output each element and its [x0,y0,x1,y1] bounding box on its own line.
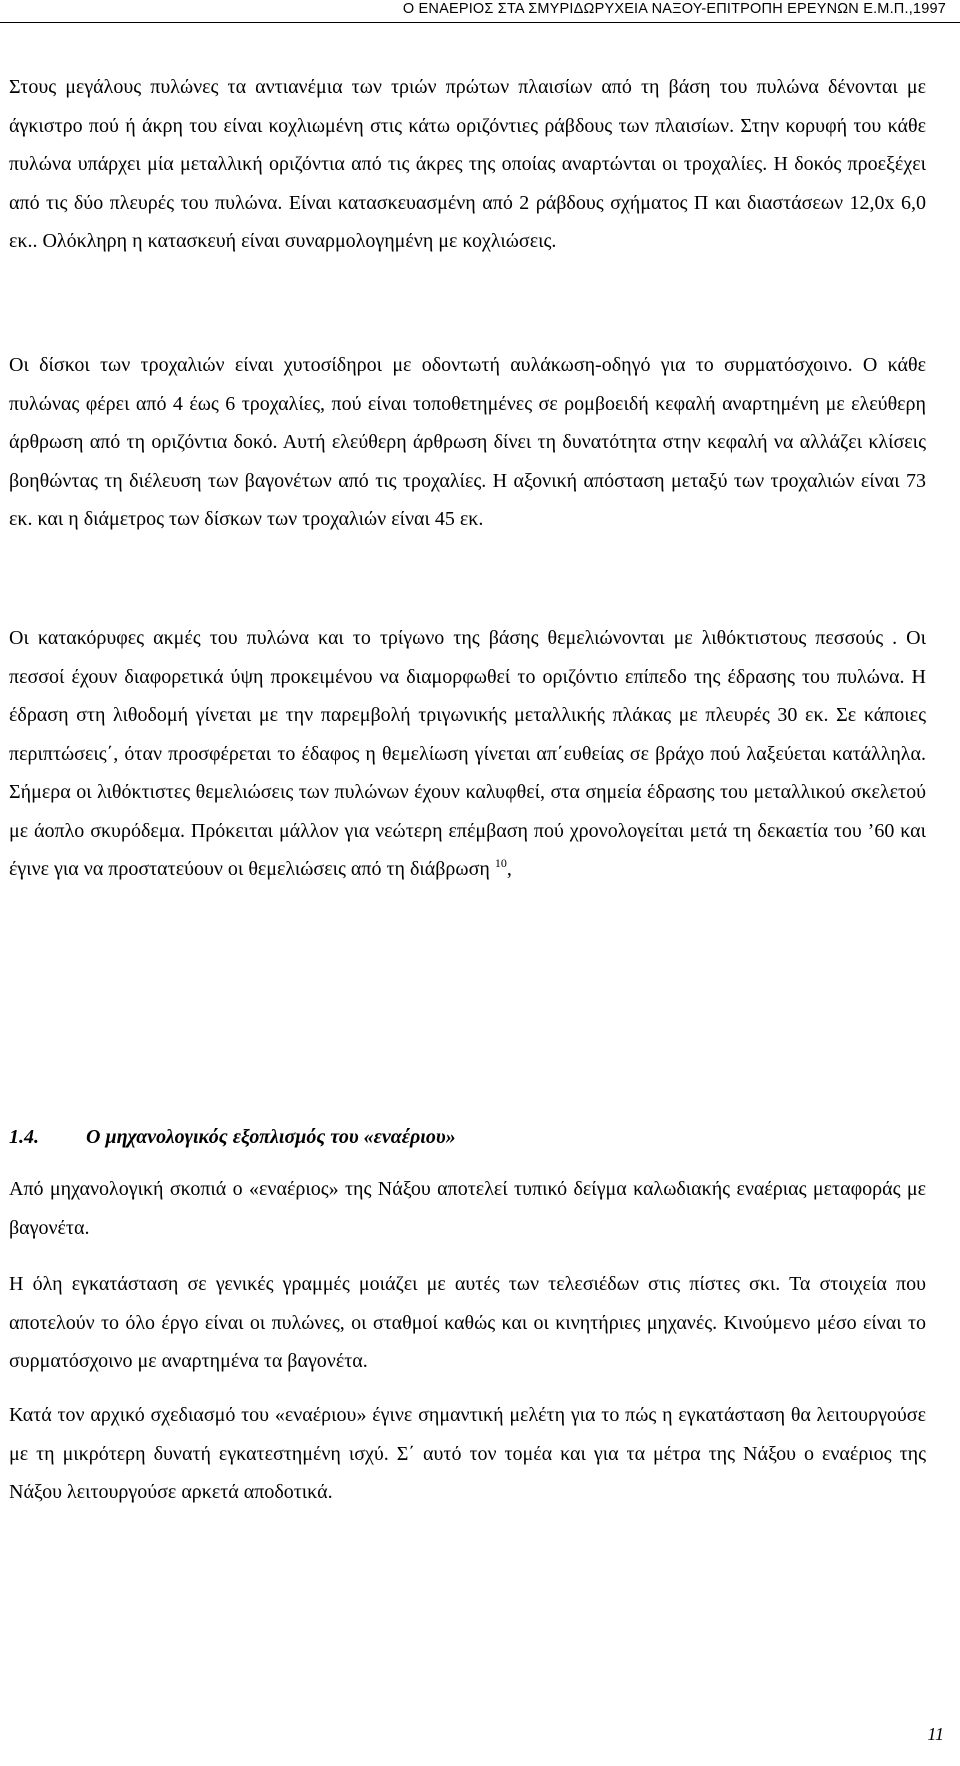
running-header: Ο ΕΝΑΕΡΙΟΣ ΣΤΑ ΣΜΥΡΙΔΩΡΥΧΕΙΑ ΝΑΞΟΥ-ΕΠΙΤΡΟΠΗ ΕΡΕΥΝΩΝ Ε.Μ.Π.,1997 [402,1,946,17]
section-heading [9,1126,456,1149]
paragraph-3-tail: , [506,858,512,880]
section-number: 1.4. [9,1126,39,1148]
paragraph-4: Από μηχανολογική σκοπιά ο «εναέριος» της Νάξου αποτελεί τυπικό δείγμα καλωδιακής εναέριας μεταφοράς με βαγονέτα. [9,1178,926,1239]
paragraph-3-text: Οι κατακόρυφες ακμές του πυλώνα και το τρίγωνο της βάσης θεμελιώνονται με λιθόκτιστους πεσσούς . Οι πεσσοί έχουν διαφορετικά ύψη προκειμένου να διαμορφωθεί το οριζόντιο επίπεδο της έδρασης του πυλώνα. Η έδραση στη λιθοδομή γίνεται με την παρεμβολή τριγωνικής μεταλλικής πλάκας με πλευρές 30 εκ. Σε κάποιες περιπτώσεις΄, όταν προσφέρεται το έδαφος η θεμελίωση γίνεται απ΄ευθείας σε βράχο πού λαξεύεται κατάλληλα. Σήμερα οι λιθόκτιστες θεμελιώσεις των πυλώνων έχουν καλυφθεί, στα σημεία έδρασης του μεταλλικού σκελετού με άοπλο σκυρόδεμα. Πρόκειται μάλλον για νεώτερη επέμβαση πού χρονολογείται μετά τη δεκαετία του ’60 και έγινε για να προστατεύουν οι θεμελιώσεις από τη διάβρωση [9,627,926,880]
section-title: Ο μηχανολογικός εξοπλισμός του «εναέριου» [86,1126,456,1148]
header-rule [0,22,960,23]
paragraph-6: Κατά τον αρχικό σχεδιασμό του «εναέριου» έγινε σημαντική μελέτη για το πώς η εγκατάσταση θα λειτουργούσε με τη μικρότερη δυνατή εγκατεστημένη ισχύ. Σ΄ αυτό τον τομέα και για τα μέτρα της Νάξου ο εναέριος της Νάξου λειτουργούσε αρκετά αποδοτικά. [9,1404,926,1503]
page-number: 11 [927,1724,944,1744]
paragraph-1: Στους μεγάλους πυλώνες τα αντιανέμια των τριών πρώτων πλαισίων από τη βάση του πυλώνα δένονται με άγκιστρο πού ή άκρη του είναι κοχλιωμένη στις κάτω οριζόντιες ράβδους των πλαισίων. Στην κορυφή του κάθε πυλώνα υπάρχει μία μεταλλική οριζόντια από τις άκρες της οποίας αναρτώνται οι τροχαλίες. Η δοκός προεξέχει από τις δύο πλευρές του πυλώνα. Είναι κατασκευασμένη από 2 ράβδους σχήματος Π και διαστάσεων 12,0x 6,0 εκ.. Ολόκληρη η κατασκευή είναι συναρμολογημένη με κοχλιώσεις. [9,76,926,252]
paragraph-5: Η όλη εγκατάσταση σε γενικές γραμμές μοιάζει με αυτές των τελεσιέδων στις πίστες σκι. Τα στοιχεία που αποτελούν το όλο έργο είναι οι πυλώνες, οι σταθμοί καθώς και οι κινητήριες μηχανές. Κινούμενο μέσο είναι το συρματόσχοινο με αναρτημένα τα βαγονέτα. [9,1273,926,1372]
paragraph-2: Οι δίσκοι των τροχαλιών είναι χυτοσίδηροι με οδοντωτή αυλάκωση-οδηγό για το συρματόσχοινο. Ο κάθε πυλώνας φέρει από 4 έως 6 τροχαλίες, πού είναι τοποθετημένες σε ρομβοειδή κεφαλή αναρτημένη με ελεύθερη άρθρωση από τη οριζόντια δοκό. Αυτή ελεύθερη άρθρωση δίνει τη δυνατότητα στην κεφαλή να αλλάζει κλίσεις βοηθώντας τη διέλευση των βαγονέτων από τις τροχαλίες. Η αξονική απόσταση μεταξύ των τροχαλιών είναι 73 εκ. και η διάμετρος των δίσκων των τροχαλιών είναι 45 εκ. [9,354,926,530]
footnote-reference: 10 [494,856,507,870]
paragraph-3 [9,619,926,889]
